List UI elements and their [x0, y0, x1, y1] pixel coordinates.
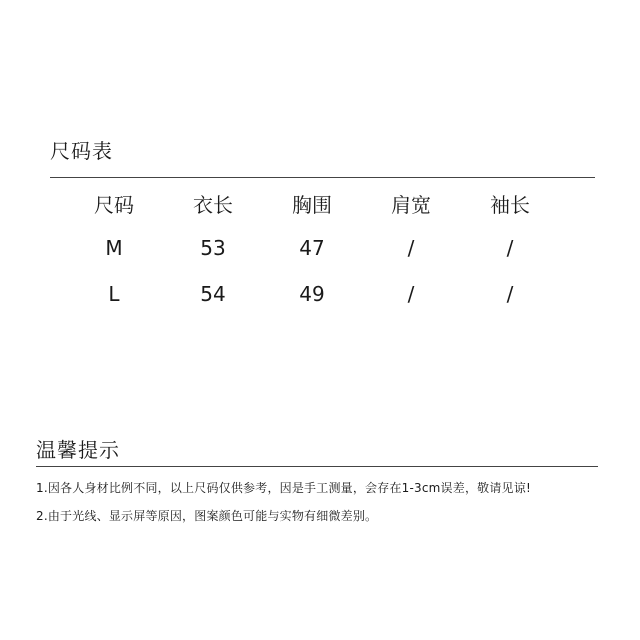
- shoulder-cell: /: [407, 236, 415, 260]
- table-row: [50, 233, 550, 263]
- tip-item: 1.因各人身材比例不同，以上尺码仅供参考，因是手工测量，会存在1-3cm误差，敬请见谅!: [36, 481, 531, 495]
- size-chart-title: 尺码表: [50, 139, 113, 163]
- sleeve-cell: /: [506, 236, 514, 260]
- sleeve-cell: /: [506, 282, 514, 306]
- tips-list: [36, 478, 616, 534]
- header-length: 衣长: [193, 193, 233, 217]
- header-size: 尺码: [94, 193, 134, 217]
- chest-cell: 49: [299, 282, 325, 306]
- table-row: [50, 279, 550, 309]
- header-sleeve: 袖长: [490, 193, 530, 217]
- tip-item: 2.由于光线、显示屏等原因，图案颜色可能与实物有细微差别。: [36, 509, 378, 523]
- length-cell: 53: [200, 236, 226, 260]
- size-cell: L: [108, 282, 120, 306]
- size-cell: M: [105, 236, 123, 260]
- table-header-row: [50, 190, 550, 220]
- length-cell: 54: [200, 282, 226, 306]
- shoulder-cell: /: [407, 282, 415, 306]
- chest-cell: 47: [299, 236, 325, 260]
- tips-divider: [36, 466, 598, 467]
- header-chest: 胸围: [292, 193, 332, 217]
- tips-title: 温馨提示: [36, 438, 120, 462]
- size-chart-divider: [50, 177, 595, 178]
- header-shoulder: 肩宽: [391, 193, 431, 217]
